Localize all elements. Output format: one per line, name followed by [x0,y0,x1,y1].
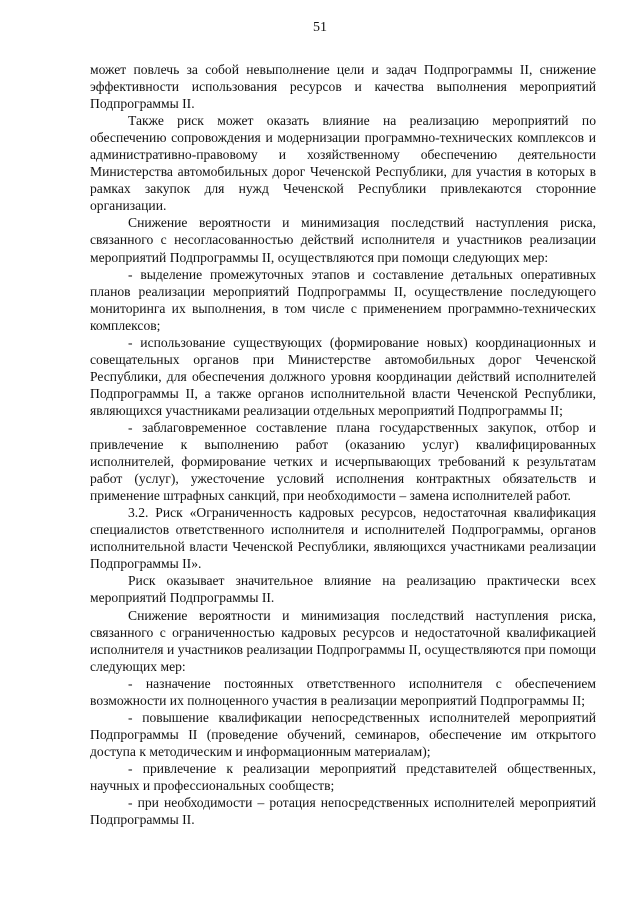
paragraph: Также риск может оказать влияние на реализацию мероприятий по обеспечению сопровождения и модернизации программно-технических комплексов и административно-правовому и хозяйственному обеспечению деятельности Министерства автомобильных дорог Чеченской Республики, для участия в которых в рамках закупок для нужд Чеченской Республики привлекаются сторонние организации. [90,113,596,214]
list-item: - при необходимости – ротация непосредственных исполнителей мероприятий Подпрограммы II. [90,795,596,828]
list-item: - назначение постоянных ответственного исполнителя с обеспечением возможности их полноценного участия в реализации мероприятий Подпрограммы II; [90,675,596,708]
list-item: - заблаговременное составление плана государственных закупок, отбор и привлечение к выполнению работ (оказанию услуг) квалифицированных исполнителей, формирование четких и исчерпывающих требований к результатам работ (услуг), ужесточение условий исполнения контрактных обязательств и применение штрафных санкций, при необходимости – замена исполнителей работ. [90,419,596,504]
list-item: - привлечение к реализации мероприятий представителей общественных, научных и профессиональных сообществ; [90,760,596,793]
paragraph: Снижение вероятности и минимизация последствий наступления риска, связанного с ограниченностью кадровых ресурсов и недостаточной квалификацией исполнителя и участников реализации Подпрограммы II, осуществляются при помощи следующих мер: [90,607,596,674]
page-number: 51 [313,20,327,35]
list-item: - использование существующих (формирование новых) координационных и совещательных органов при Министерстве автомобильных дорог Чеченской Республики, для обеспечения должного уровня координации действий исполнителей Подпрограммы II, а также органов исполнительной власти Чеченской Республики, являющихся участниками реализации отдельных мероприятий Подпрограммы II; [90,334,596,418]
paragraph: Риск оказывает значительное влияние на реализацию практически всех мероприятий Подпрограммы II. [90,573,596,606]
list-item: - выделение промежуточных этапов и составление детальных оперативных планов реализации мероприятий Подпрограммы II, осуществление последующего мониторинга их выполнения, в том числе с применением программно-технических комплексов; [90,266,596,333]
body-text [90,61,596,828]
paragraph: Снижение вероятности и минимизация последствий наступления риска, связанного с несогласованностью действий исполнителя и участников реализации мероприятий Подпрограммы II, осуществляются при помощи следующих мер: [90,215,596,265]
list-item: - повышение квалификации непосредственных исполнителей мероприятий Подпрограммы II (проведение обучений, семинаров, обеспечение им открытого доступа к методическим и информационным материалам); [90,709,596,759]
paragraph: может повлечь за собой невыполнение цели и задач Подпрограммы II, снижение эффективности использования ресурсов и качества выполнения мероприятий Подпрограммы II. [90,62,596,112]
section-heading-paragraph: 3.2. Риск «Ограниченность кадровых ресурсов, недостаточная квалификация специалистов ответственного исполнителя и исполнителей Подпрограммы, органов исполнительной власти Чеченской Республики, являющихся участниками реализации Подпрограммы II». [90,505,596,572]
